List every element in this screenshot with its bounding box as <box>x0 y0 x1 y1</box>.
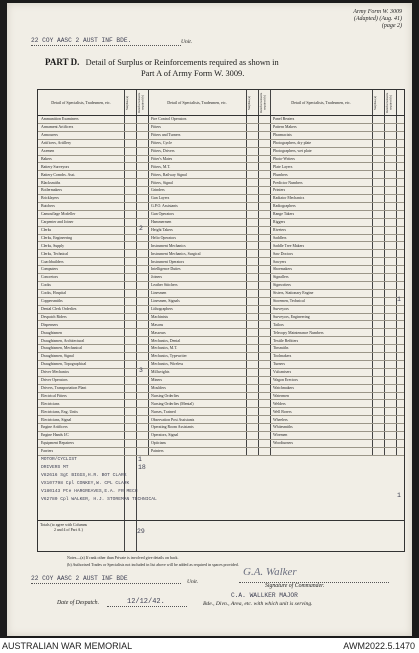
trade-cell: Toolmakers <box>273 354 292 359</box>
trade-cell: Blacksmiths <box>41 180 61 185</box>
trade-cell: Engine Artificers <box>41 425 68 430</box>
trade-cell: Radiographers <box>273 204 296 209</box>
trade-cell: Cooks <box>41 283 51 288</box>
trade-cell: Moulders <box>151 385 166 390</box>
trade-cell: Height Takers <box>151 227 173 232</box>
trade-cell: Gun Layers <box>151 196 170 201</box>
trade-cell: Opticians <box>151 441 166 446</box>
col3-header: Detail of Specialists, Tradesmen, etc. <box>291 100 351 105</box>
header-unit-value: 22 COY AASC 2 AUST INF BDE. <box>31 37 132 44</box>
trade-cell: Fitters, Railway Signal <box>151 172 187 177</box>
despatch-underline <box>107 606 187 607</box>
trade-cell: Fitters, Cycle <box>151 141 172 145</box>
typed-entry: V62780 Cpl WALKER, H.J. STOREMAN TECHNICAL <box>41 496 157 502</box>
trade-cell: Well Borers <box>273 409 292 414</box>
part-label: PART D. <box>45 57 80 67</box>
specialists-table <box>37 89 405 552</box>
trade-cell: Pharmacists <box>273 133 292 138</box>
commander-signature: G.A. Walker <box>243 566 297 578</box>
trade-cell: Draughtsmen, Architectural <box>41 338 85 343</box>
trade-cell: Sisters, Stationary Engine <box>273 291 314 296</box>
trade-cell: Tailors <box>273 322 284 327</box>
form-page-number: (page 2) <box>381 23 402 30</box>
trade-cell: Tinsmiths <box>273 346 289 351</box>
trade-cell: Pattern Makers <box>273 125 297 130</box>
trade-cell: Photographers, wet plate <box>273 148 312 153</box>
trade-cell: Observation Post Assistants <box>151 417 195 422</box>
trade-cell: Fitters, Signal <box>151 180 173 185</box>
trade-cell: Mechanics, Wireless <box>151 362 184 367</box>
trade-cell: Bricklayers <box>41 196 59 201</box>
trade-cell: Driver Operators <box>41 378 68 382</box>
brigade-label: Bde., Divn., Area, etc. with which unit is serving. <box>203 601 313 607</box>
trade-cell: Concretors <box>41 275 59 280</box>
trade-cell: Armourers <box>41 133 58 138</box>
trade-cell: Dental Clerk Orderlies <box>41 306 77 311</box>
trade-cell: Gun Operators <box>151 212 175 217</box>
trade-cell: Instrument Mechanics, Surgical <box>151 251 201 256</box>
trade-cell: Battery Surveyors <box>41 164 70 169</box>
total-surplus: 29 <box>137 528 145 535</box>
trade-cell: Despatch Riders <box>41 314 67 319</box>
trade-cell: Nurses, Trained <box>151 409 176 414</box>
trade-cell: Axemen <box>41 148 55 153</box>
trade-cell: Watermen <box>273 393 289 398</box>
footer-unit-label: Unit. <box>187 579 199 585</box>
trade-cell: Hammermen <box>151 220 172 224</box>
trade-cell: Butchers <box>41 204 55 209</box>
totals-label-line-1: Totals (to agree with Columns <box>40 523 88 527</box>
form-identifier <box>353 9 402 31</box>
trade-cell: Plate Layers <box>273 164 293 169</box>
trade-cell: Surveyors, Engineering <box>273 314 310 319</box>
header-unit-label: Unit. <box>181 39 193 45</box>
trade-cell: Millwrights <box>151 370 170 375</box>
surplus-clerks-mark: 2 <box>139 225 143 233</box>
trade-cell: Linesmen <box>151 291 167 296</box>
trade-cell: Farriers <box>41 449 54 454</box>
trade-cell: Leather Stitchers <box>151 283 178 288</box>
footer-unit-value: 22 COY AASC 2 AUST INF BDE <box>31 575 128 582</box>
trade-cell: G.P.O. Assistants <box>151 204 178 209</box>
trade-cell: Bakers <box>41 156 52 161</box>
trade-cell: Wheelers <box>273 417 288 422</box>
trade-cell: Welders <box>273 401 286 406</box>
trade-cell: Linesmen, Signals <box>151 299 180 303</box>
trade-cell: Fitters, Drivers <box>151 148 175 153</box>
trade-cell: Dispensers <box>41 322 59 327</box>
trade-cell: Photographers, dry plate <box>273 141 312 145</box>
trade-cell: Driver Mechanics <box>41 370 69 375</box>
note-b: (b) Authorised Trades or Specialists not included in list above will be added as required in spaces provided. <box>67 562 239 567</box>
despatch-label: Date of Despatch. <box>57 600 100 606</box>
col1-surplus-header: Surplus (a) <box>124 95 129 110</box>
trade-cell: Mechanics, Dental <box>151 338 181 343</box>
trade-cell: Clerks, Technical <box>41 251 69 256</box>
trade-cell: Coppersmiths <box>41 299 63 303</box>
trade-cell: Electricians <box>41 401 60 406</box>
surplus-driver-mechanics-mark: 3 <box>139 367 143 375</box>
form-title: Army Form W. 3009 <box>353 9 402 15</box>
trade-cell: Textile Refitters <box>273 338 299 343</box>
trade-cell: Joiners <box>151 275 163 280</box>
trade-cell: Computers <box>41 267 59 272</box>
trade-cell: Range Takers <box>273 212 295 217</box>
trade-cell: Mechanics, Typewriter <box>151 354 187 359</box>
trade-cell: Masons <box>151 322 164 327</box>
trade-cell: Electricians, Signal <box>41 417 72 422</box>
typed-entry-qty: 18 <box>138 464 146 472</box>
trade-cell: Predictor Numbers <box>273 180 303 185</box>
typed-entry-qty: 1 <box>138 456 142 464</box>
commander-name: C.A. WALLKER MAJOR <box>231 592 298 599</box>
credit-accession: AWM2022.5.1470 <box>343 641 415 651</box>
col1-reinforcements-header: Reinforcements required (b) <box>136 92 145 113</box>
form-page <box>7 3 412 636</box>
credit-institution: AUSTRALIAN WAR MEMORIAL <box>2 641 133 651</box>
row-rule <box>38 455 404 456</box>
col2-surplus-header: Surplus (a) <box>246 95 251 110</box>
totals-label-line-2: 2 and 4 of Part A.) <box>54 527 83 532</box>
trade-cell: Watchmakers <box>273 385 295 390</box>
trade-cell: Plumbers <box>273 172 288 177</box>
trade-cell: Painters <box>151 449 164 454</box>
trade-cell: Operators, Signal <box>151 433 179 438</box>
form-adapted: (Adapted) (Aug. 41) <box>353 16 402 23</box>
trade-cell: Grinders <box>151 188 165 193</box>
trade-cell: Photo-Writers <box>273 156 295 161</box>
trade-cell: Cooks, Hospital <box>41 291 67 296</box>
trade-cell: Masseurs <box>151 330 166 335</box>
trade-cell: Fitter's Mates <box>151 156 173 161</box>
trade-cell: Riggers <box>273 220 286 224</box>
trade-cell: Carpenter and Joiner <box>41 220 74 224</box>
trade-cell: Equipment Repairers <box>41 441 74 446</box>
trade-cell: Wiremen <box>273 433 288 438</box>
trade-cell: Battery Comdrs. Asst. <box>41 172 76 177</box>
trade-cell: Nursing Orderlies (Mental) <box>151 401 194 406</box>
col1-header: Detail of Specialists, Tradesmen, etc. <box>51 100 111 105</box>
trade-cell: Camouflage Modeller <box>41 212 76 217</box>
trade-cell: Clerks, Supply <box>41 243 65 248</box>
trade-cell: Panel Beaters <box>273 117 295 122</box>
trade-cell: Fitters and Turners <box>151 133 181 138</box>
trade-cell: Whitesmiths <box>273 425 293 430</box>
trade-cell: Drivers, Transportation Plant <box>41 385 87 390</box>
trade-cell: Machinists <box>151 314 169 319</box>
header-unit-underline <box>31 45 181 46</box>
trade-cell: Mechanics, M.T. <box>151 346 178 351</box>
trade-cell: Nursing Orderlies <box>151 393 179 398</box>
reinforcement-storemen-mark: 1 <box>397 296 401 304</box>
trade-cell: Draughtsmen, Mechanical <box>41 346 83 351</box>
trade-cell: Saddlers <box>273 235 287 240</box>
trade-cell: Artificers, Artillery <box>41 141 72 145</box>
note-a: Notes—(a) If rank other than Private is involved give details on back. <box>67 555 179 560</box>
trade-cell: Miners <box>151 378 163 382</box>
trade-cell: Woodturners <box>273 441 293 446</box>
trade-cell: Fitters <box>151 125 161 130</box>
trade-cell: Ammunition Examiners <box>41 117 79 122</box>
trade-cell: Turners <box>273 362 285 367</box>
trade-cell: Vulcanisers <box>273 370 292 375</box>
trade-cell: Electrical Fitters <box>41 393 67 398</box>
col3-surplus-header: Surplus (a) <box>372 95 377 110</box>
trade-cell: Draughtsmen, Signal <box>41 354 74 359</box>
totals-label <box>40 523 87 533</box>
trade-cell: Electricians, Eng. Units <box>41 409 78 414</box>
trade-cell: Instrument Operators <box>151 259 185 264</box>
trade-cell: Riveters <box>273 227 286 232</box>
trade-cell: Boilermakers <box>41 188 62 193</box>
totals-rule <box>38 520 404 521</box>
trade-cell: Saddle Tree Makers <box>273 243 305 248</box>
trade-cell: Engine Hands I/C <box>41 433 69 438</box>
footer-unit-underline <box>31 583 181 584</box>
trade-cell: Draughtsmen, Topographical <box>41 362 87 367</box>
trade-cell: Clerks, Engineering <box>41 235 73 240</box>
trade-cell: Telecopy Maintenance Numbers <box>273 330 324 335</box>
trade-cell: Fire Control Operators <box>151 117 187 122</box>
signature-label: Signature of Commander. <box>265 583 325 589</box>
typed-entry: VX107798 Cpl CONKEY,W. CPL CLARK <box>41 480 130 486</box>
trade-cell: Saw Doctors <box>273 251 293 256</box>
trade-cell: Radiator Mechanics <box>273 196 305 201</box>
trade-cell: Operating Room Assistants <box>151 425 194 430</box>
title-line-1: Detail of Surplus or Reinforcements required as shown in <box>85 58 279 67</box>
typed-entry: DRIVERS MT <box>41 464 69 470</box>
trade-cell: Lithographers <box>151 306 173 311</box>
trade-cell: Coachbuilders <box>41 259 64 264</box>
typed-entry: V82616 Sgt BIGGS,H.R. BOT CLARK <box>41 472 127 478</box>
trade-cell: Instrument Mechanics <box>151 243 186 248</box>
trade-cell: Fitters, M.T. <box>151 164 171 169</box>
trade-cell: Storemen, Technical <box>273 299 305 303</box>
despatch-date: 12/12/42. <box>127 598 165 606</box>
trade-cell: Intelligence Duties <box>151 267 181 272</box>
title-line-2: Part A of Army Form W. 3009. <box>141 68 245 78</box>
trade-cell: Shoemakers <box>273 267 293 272</box>
col2-reinforcements-header: Reinforcements required (b) <box>258 92 267 113</box>
trade-cell: Surveyors <box>273 306 289 311</box>
total-reinforcements: 1 <box>397 492 401 499</box>
trade-cell: Signallers <box>273 275 289 280</box>
trade-cell: Helio Operators <box>151 235 176 240</box>
trade-cell: Draughtsmen <box>41 330 62 335</box>
trade-cell: Printers <box>273 188 286 193</box>
part-title <box>45 57 405 79</box>
trade-cell: Clerks <box>41 227 52 232</box>
trade-cell: Sawyers <box>273 259 287 264</box>
typed-entry: MOTOR/CYCLIST <box>41 456 77 462</box>
typed-entry: V180143 Pte HARGREAVES,E.A. FR MECH <box>41 488 138 494</box>
col3-reinforcements-header: Reinforcements required (b) <box>384 92 393 113</box>
trade-cell: Wagon Erectors <box>273 378 298 382</box>
col2-header: Detail of Specialists, Tradesmen, etc. <box>167 100 227 105</box>
notes <box>67 554 239 568</box>
trade-cell: Armament Artificers <box>41 125 74 130</box>
trade-cell: Signwriters <box>273 283 291 288</box>
